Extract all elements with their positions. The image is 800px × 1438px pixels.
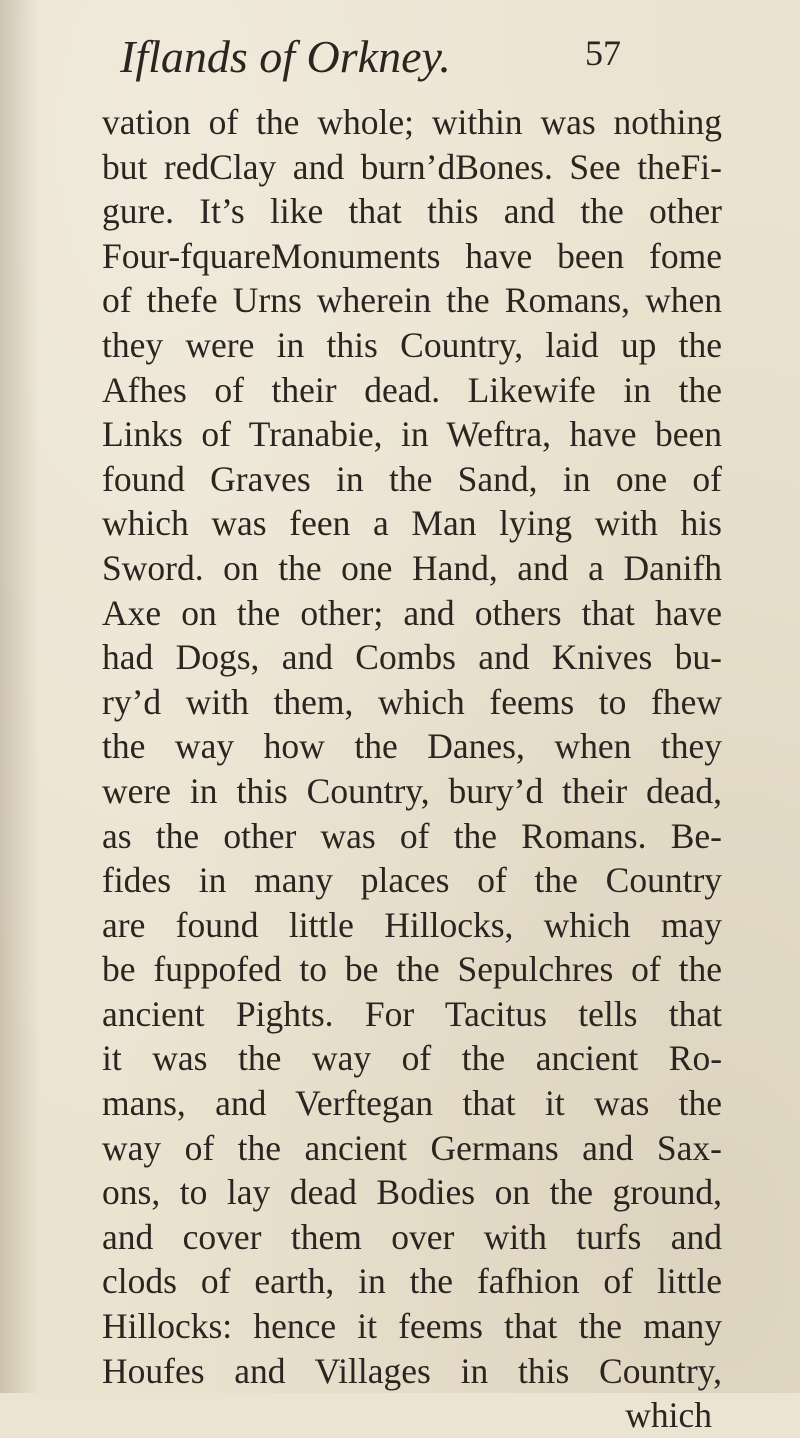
text-line: be fuppofed to be the Sepulchres of the [102, 949, 722, 990]
text-line: fides in many places of the Country [102, 860, 722, 901]
catchword: which [625, 1395, 712, 1436]
text-line: vation of the whole; within was nothing [102, 102, 722, 142]
text-line: are found little Hillocks, which may [102, 904, 722, 945]
running-title: Iflands of Orkney. [120, 31, 451, 82]
text-line: were in this Country, bury’d their dead, [102, 770, 722, 811]
text-line: ry’d with them, which feems to fhew [102, 681, 722, 722]
text-line: Houfes and Villages in this Country, [102, 1350, 722, 1391]
page-number: 57 [585, 33, 621, 73]
text-line: of thefe Urns wherein the Romans, when [102, 280, 722, 321]
text-line: which was feen a Man lying with his [102, 503, 722, 544]
text-line: Afhes of their dead. Likewife in the [102, 369, 722, 410]
body-text [102, 100, 722, 1438]
text-line: ancient Pights. For Tacitus tells that [102, 993, 722, 1034]
text-line: they were in this Country, laid up the [102, 324, 722, 365]
text-line: Sword. on the one Hand, and a Danifh [102, 547, 722, 588]
text-line: had Dogs, and Combs and Knives bu- [102, 637, 722, 678]
text-line: found Graves in the Sand, in one of [102, 458, 722, 499]
text-line: gure. It’s like that this and the other [102, 191, 722, 232]
text-line: Axe on the other; and others that have [102, 592, 722, 633]
page-header [120, 30, 680, 90]
text-line: way of the ancient Germans and Sax- [102, 1127, 722, 1168]
text-line: but redClay and burn’dBones. See theFi- [102, 146, 722, 187]
text-line: and cover them over with turfs and [102, 1216, 722, 1257]
text-line: Four-fquareMonuments have been fome [102, 235, 722, 276]
page-gutter-shadow [0, 0, 40, 1393]
text-line: clods of earth, in the fafhion of little [102, 1261, 722, 1302]
text-line: mans, and Verftegan that it was the [102, 1083, 722, 1124]
text-line: the way how the Danes, when they [102, 726, 722, 767]
text-line: ons, to lay dead Bodies on the ground, [102, 1172, 722, 1213]
text-line: it was the way of the ancient Ro- [102, 1038, 722, 1079]
text-line: Hillocks: hence it feems that the many [102, 1306, 722, 1347]
text-line: Links of Tranabie, in Weftra, have been [102, 414, 722, 455]
text-line: as the other was of the Romans. Be- [102, 815, 722, 856]
